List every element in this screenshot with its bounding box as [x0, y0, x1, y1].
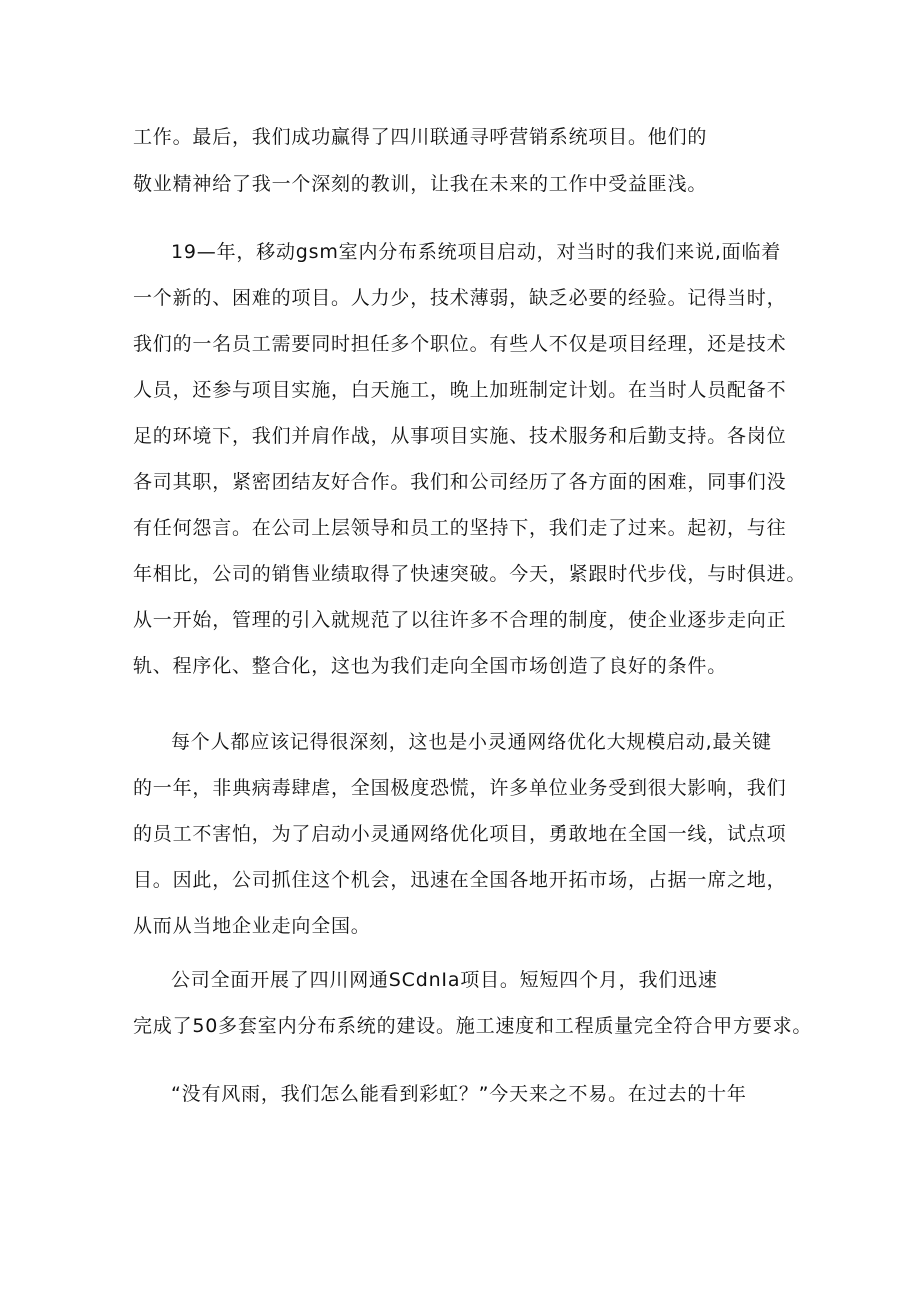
- text-line: 轨、程序化、整合化，这也为我们走向全国市场创造了良好的条件。: [133, 655, 728, 677]
- text-line: 足的环境下，我们并肩作战，从事项目实施、技术服务和后勤支持。各岗位: [133, 425, 787, 447]
- text-line: 的一年，非典病毒肆虐，全国极度恐慌，许多单位业务受到很大影响，我们: [133, 777, 787, 799]
- text-line: 工作。最后，我们成功赢得了四川联通寻呼营销系统项目。他们的: [133, 126, 708, 148]
- text-line: 我们的一名员工需要同时担任多个职位。有些人不仅是项目经理，还是技术: [133, 333, 787, 355]
- text-line: 19—年，移动gsm室内分布系统项目启动，对当时的我们来说,面临着: [171, 241, 782, 263]
- text-line: 敬业精神给了我一个深刻的教训，让我在未来的工作中受益匪浅。: [133, 173, 708, 195]
- text-line: 完成了50多套室内分布系统的建设。施工速度和工程质量完全符合甲方要求。: [133, 1015, 813, 1037]
- text-line: 人员，还参与项目实施，白天施工，晚上加班制定计划。在当时人员配备不: [133, 379, 787, 401]
- text-line: 目。因此，公司抓住这个机会，迅速在全国各地开拓市场，占据一席之地，: [133, 869, 787, 891]
- text-line: 各司其职，紧密团结友好合作。我们和公司经历了各方面的困难，同事们没: [133, 471, 787, 493]
- text-line: 一个新的、困难的项目。人力少，技术薄弱，缺乏必要的经验。记得当时，: [133, 287, 787, 309]
- text-line: 公司全面开展了四川网通SCdnIa项目。短短四个月，我们迅速: [171, 969, 718, 991]
- text-line: 有任何怨言。在公司上层领导和员工的坚持下，我们走了过来。起初，与往: [133, 517, 787, 539]
- text-line: “没有风雨，我们怎么能看到彩虹？”今天来之不易。在过去的十年: [171, 1083, 747, 1105]
- text-line: 从一开始，管理的引入就规范了以往许多不合理的制度，使企业逐步走向正: [133, 609, 787, 631]
- text-line: 年相比，公司的销售业绩取得了快速突破。今天，紧跟时代步伐，与时俱进。: [133, 563, 807, 585]
- text-line: 每个人都应该记得很深刻，这也是小灵通网络优化大规模启动,最关键: [171, 731, 772, 753]
- text-line: 的员工不害怕，为了启动小灵通网络优化项目，勇敢地在全国一线，试点项: [133, 823, 787, 845]
- text-line: 从而从当地企业走向全国。: [133, 915, 371, 937]
